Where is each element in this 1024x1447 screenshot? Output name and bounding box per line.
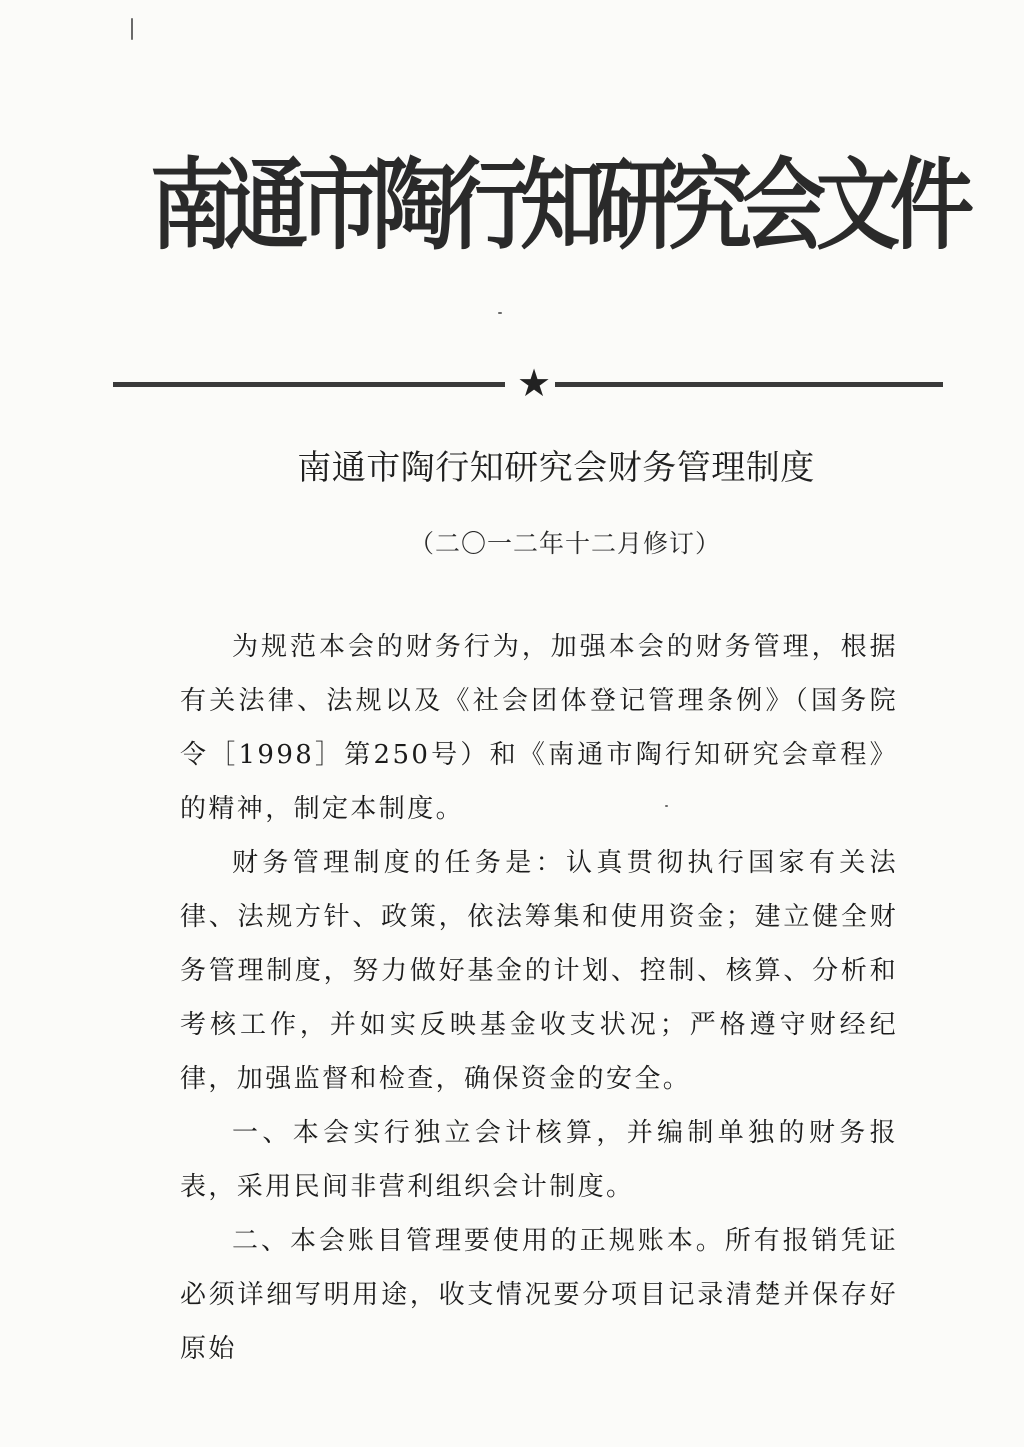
letterhead-char: 文 xyxy=(816,145,901,263)
paragraph: 二、本会账目管理要使用的正规账本。所有报销凭证必须详细写明用途，收支情况要分项目记录清楚并保存好原始 xyxy=(180,1226,898,1364)
letterhead-char: 市 xyxy=(298,145,383,263)
scan-speck xyxy=(665,805,668,807)
letterhead-char: 件 xyxy=(890,145,975,263)
letterhead-char: 会 xyxy=(742,145,827,263)
letterhead-char: 陶 xyxy=(372,145,457,263)
paragraph: 为规范本会的财务行为，加强本会的财务管理，根据有关法律、法规以及《社会团体登记管理条例》（国务院令［1998］第250号）和《南通市陶行知研究会章程》的精神，制定本制度。 xyxy=(180,632,898,824)
letterhead-char: 通 xyxy=(224,145,309,263)
paragraph: 一、本会实行独立会计核算，并编制单独的财务报表，采用民间非营利组织会计制度。 xyxy=(180,1118,898,1202)
divider-line-right xyxy=(555,382,943,387)
document-body xyxy=(180,620,898,1376)
star-icon: ★ xyxy=(517,361,552,405)
letterhead-char: 南 xyxy=(150,145,235,263)
letterhead-char: 究 xyxy=(668,145,753,263)
letterhead-char: 研 xyxy=(594,145,679,263)
letterhead-divider xyxy=(113,361,943,405)
divider-line-left xyxy=(113,382,505,387)
paragraph: 财务管理制度的任务是：认真贯彻执行国家有关法律、法规方针、政策，依法筹集和使用资金；建立健全财务管理制度，努力做好基金的计划、控制、核算、分析和考核工作，并如实反映基金收支状况；严格遵守财经纪律，加强监督和检查，确保资金的安全。 xyxy=(180,848,898,1094)
document-title: 南通市陶行知研究会财务管理制度 xyxy=(297,448,815,488)
letterhead-title xyxy=(150,132,975,263)
scan-speck xyxy=(498,312,502,314)
letterhead-char: 知 xyxy=(520,145,605,263)
letterhead-char: 行 xyxy=(446,145,531,263)
scan-speck xyxy=(131,18,133,40)
document-subtitle: （二〇一二年十二月修订） xyxy=(408,529,721,558)
